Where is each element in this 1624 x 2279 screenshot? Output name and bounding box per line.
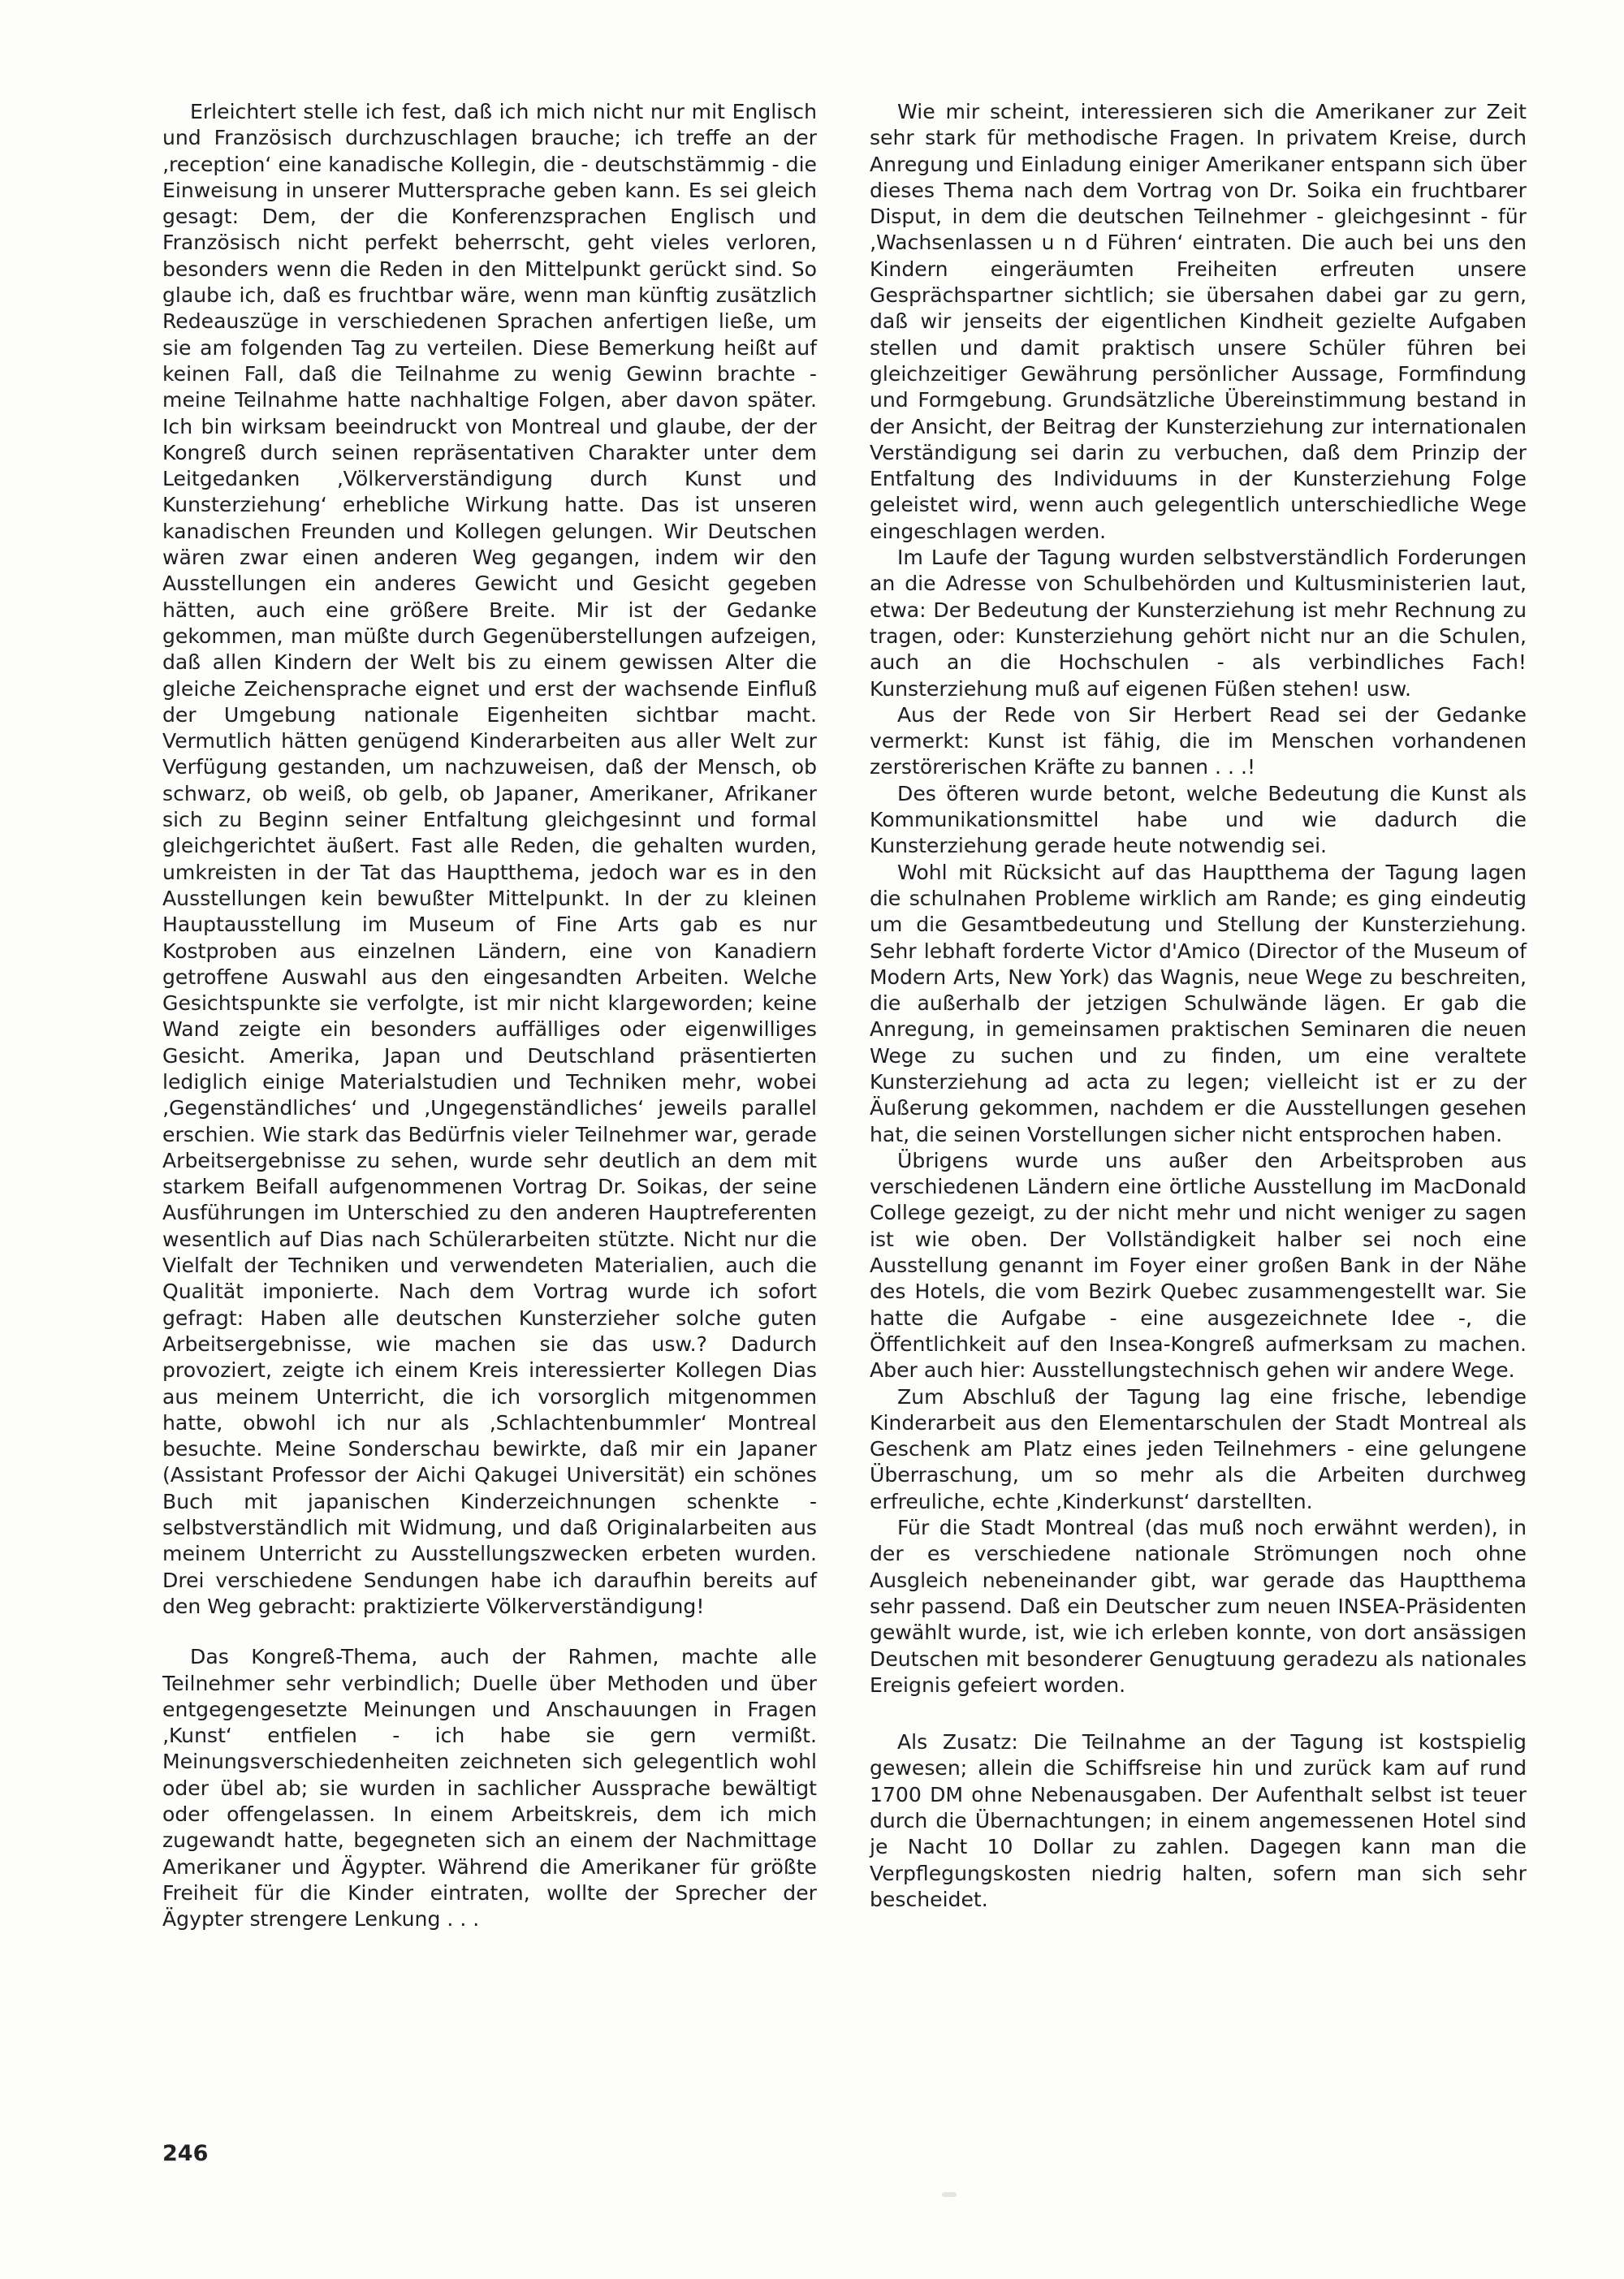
paragraph: Wohl mit Rücksicht auf das Hauptthema der Tagung lagen die schulnahen Probleme wirklich am Rande; es ging eindeutig um die Gesamtbedeutung und Stellung der Kunsterziehung. Sehr lebhaft forderte Victor d'Amico (Director of the Museum of Modern Arts, New York) das Wagnis, neue Wege zu beschreiten, die außerhalb der jetzigen Schulwände lägen. Er gab die Anregung, in gemeinsamen praktischen Seminaren die neuen Wege zu suchen und zu finden, um eine veraltete Kunsterziehung ad acta zu legen; vielleicht ist er zu der Äußerung gekommen, nachdem er die Ausstellungen gesehen hat, die seinen Vorstellungen sicher nicht entsprochen haben.	[870, 860, 1527, 1146]
paragraph: Wie mir scheint, interessieren sich die Amerikaner zur Zeit sehr stark für methodische Fragen. In privatem Kreise, durch Anregung und Einladung einiger Amerikaner entspann sich über dieses Thema nach dem Vortrag von Dr. Soika ein fruchtbarer Disput, in dem die deutschen Teilnehmer - gleichgesinnt - für ‚Wachsenlassen u n d Führen‘ eintraten. Die auch bei uns den Kindern eingeräumten Freiheiten erfreuten unsere Gesprächspartner sichtlich; sie übersahen dabei gar zu gern, daß wir jenseits der eigentlichen Kindheit gezielte Aufgaben stellen und damit praktisch unsere Schüler führen bei gleichzeitiger Gewährung persönlicher Aussage, Formfindung und Formgebung. Grundsätzliche Übereinstimmung bestand in der Ansicht, der Beitrag der Kunsterziehung zur internationalen Verständigung sei darin zu verbuchen, daß dem Prinzip der Entfaltung des Individuums in der Kunsterziehung Folge geleistet wird, wenn auch gelegentlich unterschiedliche Wege eingeschlagen werden.	[870, 100, 1527, 543]
paragraph: Zum Abschluß der Tagung lag eine frische, lebendige Kinderarbeit aus den Elementarschulen der Stadt Montreal als Geschenk am Platz eines jeden Teilnehmers - eine gelungene Überraschung, um so mehr als die Arbeiten durchweg erfreuliche, echte ‚Kinderkunst‘ darstellten.	[870, 1384, 1527, 1513]
paper-blemish	[942, 2192, 957, 2197]
paragraph: Übrigens wurde uns außer den Arbeitsproben aus verschiedenen Ländern eine örtliche Ausstellung im MacDonald College gezeigt, zu der nicht mehr und nicht weniger zu sagen ist wie oben. Der Vollständigkeit halber sei noch eine Ausstellung genannt im Foyer einer großen Bank in der Nähe des Hotels, die vom Bezirk Quebec zusammengestellt war. Sie hatte die Aufgabe - eine ausgezeichnete Idee -, die Öffentlichkeit auf den Insea-Kongreß aufmerksam zu machen. Aber auch hier: Ausstellungstechnisch gehen wir andere Wege.	[870, 1148, 1527, 1383]
paragraph: Erleichtert stelle ich fest, daß ich mich nicht nur mit Englisch und Französisch durchzuschlagen brauche; ich treffe an der ‚reception‘ eine kanadische Kollegin, die - deutschstämmig - die Einweisung in unserer Muttersprache geben kann. Es sei gleich gesagt: Dem, der die Konferenzsprachen Englisch und Französisch nicht perfekt beherrscht, geht vieles verloren, besonders wenn die Reden in den Mittelpunkt gerückt sind. So glaube ich, daß es fruchtbar wäre, wenn man künftig zusätzlich Redeauszüge in verschiedenen Sprachen anfertigen ließe, um sie am folgenden Tag zu verteilen. Diese Bemerkung heißt auf keinen Fall, daß die Teilnahme zu wenig Gewinn brachte - meine Teilnahme hatte nachhaltige Folgen, aber davon später. Ich bin wirksam beeindruckt von Montreal und glaube, der der Kongreß durch seinen repräsentativen Charakter unter dem Leitgedanken ‚Völkerverständigung durch Kunst und Kunsterziehung‘ erhebliche Wirkung hatte. Das ist unseren kanadischen Freunden und Kollegen gelungen. Wir Deutschen wären zwar einen anderen Weg gegangen, indem wir den Ausstellungen ein anderes Gewicht und Gesicht gegeben hätten, auch eine größere Breite. Mir ist der Gedanke gekommen, man müßte durch Gegenüberstellungen aufzeigen, daß allen Kindern der Welt bis zu einem gewissen Alter die gleiche Zeichensprache eignet und erst der wachsende Einfluß der Umgebung nationale Eigenheiten sichtbar macht. Vermutlich hätten genügend Kinderarbeiten aus aller Welt zur Verfügung gestanden, um nachzuweisen, daß der Mensch, ob schwarz, ob weiß, ob gelb, ob Japaner, Amerikaner, Afrikaner sich zu Beginn seiner Entfaltung gleichgesinnt und formal gleichgerichtet äußert. Fast alle Reden, die gehalten wurden, umkreisten in der Tat das Hauptthema, jedoch war es in den Ausstellungen kein bewußter Mittelpunkt. In der zu kleinen Hauptausstellung im Museum of Fine Arts gab es nur Kostproben aus einzelnen Ländern, eine von Kanadiern getroffene Auswahl aus den eingesandten Arbeiten. Welche Gesichtspunkte sie verfolgte, ist mir nicht klargeworden; keine Wand zeigte ein besonders auffälliges oder eigenwilliges Gesicht. Amerika, Japan und Deutschland präsentierten lediglich einige Materialstudien und Techniken mehr, wobei ‚Gegenständliches‘ und ‚Ungegenständliches‘ jeweils parallel erschien. Wie stark das Bedürfnis vieler Teilnehmer war, gerade Arbeitsergebnisse zu sehen, wurde sehr deutlich an dem mit starkem Beifall aufgenommenen Vortrag Dr. Soikas, der seine Ausführungen im Unterschied zu den anderen Hauptreferenten wesentlich auf Dias nach Schülerarbeiten stützte. Nicht nur die Vielfalt der Techniken und verwendeten Materialien, auch die Qualität imponierte. Nach dem Vortrag wurde ich sofort gefragt: Haben alle deutschen Kunsterzieher solche guten Arbeitsergebnisse, wie machen sie das usw.? Dadurch provoziert, zeigte ich einem Kreis interessierter Kollegen Dias aus meinem Unterricht, die ich vorsorglich mitgenommen hatte, obwohl ich nur als ‚Schlachtenbummler‘ Montreal besuchte. Meine Sonderschau bewirkte, daß mir ein Japaner (Assistant Professor der Aichi Qakugei Universität) ein schönes Buch mit japanischen Kinderzeichnungen schenkte - selbstverständlich mit Widmung, und daß Originalarbeiten aus meinem Unterricht zu Ausstellungszwecken erbeten wurden. Drei verschiedene Sendungen habe ich daraufhin bereits auf den Weg gebracht: praktizierte Völkerverständigung!	[162, 100, 817, 1618]
right-text-column	[870, 99, 1527, 1913]
paragraph: Im Laufe der Tagung wurden selbstverständlich Forderungen an die Adresse von Schulbehörden und Kultusministerien laut, etwa: Der Bedeutung der Kunsterziehung ist mehr Rechnung zu tragen, oder: Kunsterziehung gehört nicht nur an die Schulen, auch an die Hochschulen - als verbindliches Fach! Kunsterziehung muß auf eigenen Füßen stehen! usw.	[870, 546, 1527, 701]
paragraph: Für die Stadt Montreal (das muß noch erwähnt werden), in der es verschiedene nationale Strömungen noch ohne Ausgleich nebeneinander gibt, war gerade das Hauptthema sehr passend. Daß ein Deutscher zum neuen INSEA-Präsidenten gewählt wurde, ist, wie ich erleben konnte, von dort ansässigen Deutschen mit besonderer Genugtuung geradezu als nationales Ereignis gefeiert worden.	[870, 1516, 1527, 1697]
left-text-column	[162, 99, 817, 1932]
paragraph: Des öfteren wurde betont, welche Bedeutung die Kunst als Kommunikationsmittel habe und wie dadurch die Kunsterziehung gerade heute notwendig sei.	[870, 781, 1527, 858]
paragraph: Aus der Rede von Sir Herbert Read sei der Gedanke vermerkt: Kunst ist fähig, die im Menschen vorhandenen zerstörerischen Kräfte zu bannen . . .!	[870, 702, 1527, 779]
page-number: 246	[162, 2141, 209, 2166]
paragraph: Das Kongreß-Thema, auch der Rahmen, machte alle Teilnehmer sehr verbindlich; Duelle über Methoden und über entgegengesetzte Meinungen und Anschauungen in Fragen ‚Kunst‘ entfielen - ich habe sie gern vermißt. Meinungsverschiedenheiten zeichneten sich gelegentlich wohl oder übel ab; sie wurden in sachlicher Aussprache bewältigt oder offengelassen. In einem Arbeitskreis, dem ich mich zugewandt hatte, begegneten sich an einem der Nachmittage Amerikaner und Ägypter. Während die Amerikaner für größte Freiheit für die Kinder eintraten, wollte der Sprecher der Ägypter strengere Lenkung . . .	[162, 1645, 817, 1932]
paragraph: Als Zusatz: Die Teilnahme an der Tagung ist kostspielig gewesen; allein die Schiffsreise hin und zurück kam auf rund 1700 DM ohne Nebenausgaben. Der Aufenthalt selbst ist teuer durch die Übernachtungen; in einem angemessenen Hotel sind je Nacht 10 Dollar zu zahlen. Dagegen kann man die Verpflegungskosten niedrig halten, sofern man sich sehr bescheidet.	[870, 1730, 1527, 1911]
